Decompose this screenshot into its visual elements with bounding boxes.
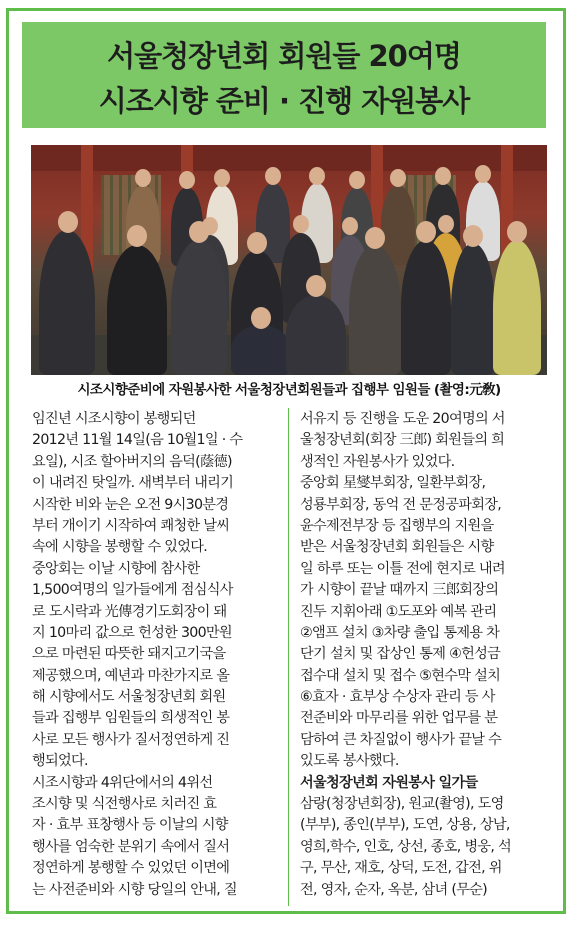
text-line: 울청장년회(회장 三郎) 회원들의 희 [300,432,505,449]
text-line: 삼랑(청장년회장), 원교(촬영), 도영 [300,796,504,813]
person-head [265,167,281,185]
photo-caption: 시조시향준비에 자원봉사한 서울청장년회원들과 집행부 임원들 (촬영:元敎) [77,382,501,398]
text-line: 전준비와 마무리를 위한 업무를 분 [300,710,498,727]
person-head [214,169,230,187]
text-line: 부터 개이기 시작하여 쾌청한 날씨 [32,517,230,534]
text-line: 임진년 시조시향이 봉행되던 [32,411,196,427]
text-line: 받은 서울청장년회 회원들은 시향 [300,539,494,556]
text-line: ②앰프 설치 ③차량 출입 통제용 차 [300,624,500,641]
text-line: 요일), 시조 할아버지의 음덕(蔭德) [32,453,232,470]
text-line: (부부), 종인(부부), 도연, 상용, 상남, [300,817,510,834]
person-head [507,221,527,243]
person-figure [107,245,167,375]
text-line: 단기 설치 및 잡상인 통제 ④헌성금 [300,646,501,663]
person-head [475,165,491,183]
text-line: 가 시향이 끝날 때까지 三郎회장의 [300,582,499,599]
person-figure [349,245,401,375]
person-head [365,227,385,249]
person-head [58,211,78,233]
headline-box [22,22,546,128]
text-line: 생적인 자원봉사가 있었다. [300,453,455,470]
text-line: 구, 무산, 재호, 상덕, 도전, 갑전, 위 [300,860,502,877]
person-head [189,221,209,243]
left-column [32,409,274,901]
person-head [306,275,326,297]
text-line: 들과 집행부 임원들의 희생적인 봉 [32,710,230,727]
text-line: 사로 모든 행사가 질서정연하게 진 [32,731,230,748]
text-line: 있도록 봉사했다. [300,753,399,770]
person-head [293,215,309,233]
text-line: 자 · 효부 표창행사 등 이날의 시향 [32,817,228,834]
text-line: 는 사전준비와 시향 당일의 안내, 질 [32,881,237,898]
text-line: 으로 마련된 따뜻한 돼지고기국을 [32,646,226,663]
headline-line-1: 서울청장년회 회원들 20여명 [107,39,461,73]
text-line: 행되었다. [32,753,88,770]
text-line: 윤수제전부장 등 집행부의 지원을 [300,517,494,534]
text-line: 조시향 및 식전행사로 치러진 효 [32,796,217,813]
person-head [435,167,451,185]
person-head [251,307,271,329]
text-line: 시조시향과 4위단에서의 4위선 [32,774,213,791]
text-line: 시작한 비와 눈은 오전 9시30분경 [32,496,229,513]
text-line: 1,500여명의 일가들에게 점심식사 [32,582,233,599]
text-line: 일 하루 또는 이틀 전에 현지로 내려 [300,560,505,577]
text-line: 중앙회 星燮부회장, 일환부회장, [300,475,486,492]
text-line: 제공했으며, 예년과 마찬가지로 올 [32,667,230,684]
text-line: 정연하게 봉행할 수 있었던 이면에 [32,860,230,877]
person-figure [231,325,291,375]
section-heading: 서울청장년회 자원봉사 일가들 [300,774,478,791]
group-photo [31,145,547,375]
text-line: 전, 영자, 순자, 옥분, 삼녀 (무순) [300,881,488,898]
text-line: 서유지 등 진행을 도운 20여명의 서 [300,411,505,427]
text-line: 행사를 엄숙한 분위기 속에서 질서 [32,838,230,855]
text-line: 해 시향에서도 서울청장년회 회원 [32,689,226,706]
text-line: 영희,학수, 인호, 상선, 종호, 병웅, 석 [300,838,511,855]
text-line: ⑥효자 · 효부상 수상자 관리 등 사 [300,689,495,706]
person-head [342,217,358,235]
right-column [300,409,542,901]
text-line: 속에 시향을 봉행할 수 있었다. [32,539,208,556]
column-divider [288,408,289,906]
person-head [179,171,195,189]
headline-line-2: 시조시향 준비 · 진행 자원봉사 [98,84,470,118]
person-figure [493,240,541,375]
photo-roof [31,145,547,171]
text-line: 로 도시락과 光傳경기도회장이 돼 [32,603,227,620]
person-head [463,225,483,247]
text-line: 담하여 큰 차질없이 행사가 끝날 수 [300,731,502,748]
person-head [247,232,267,254]
text-line: 진두 지휘아래 ①도포와 예복 관리 [300,603,497,620]
person-figure [39,230,95,375]
text-line: 성룡부회장, 동억 전 문정공파회장, [300,496,502,513]
text-line: 접수대 설치 및 접수 ⑤현수막 설치 [300,667,501,684]
person-figure [171,240,227,375]
person-head [390,169,406,187]
person-figure [401,240,451,375]
text-line: 지 10마리 값으로 헌성한 300만원 [32,624,232,641]
text-line: 이 내려진 탓일까. 새벽부터 내리기 [32,475,234,492]
person-head [127,225,147,247]
person-head [309,167,325,185]
person-head [416,221,436,243]
text-line: 2012년 11월 14일(음 10월1일 · 수 [32,432,243,449]
person-figure [286,295,346,375]
text-line: 중앙회는 이날 시향에 참사한 [32,560,200,577]
person-figure [451,243,495,375]
person-head [349,171,365,189]
person-head [135,169,151,187]
person-head [438,215,454,233]
